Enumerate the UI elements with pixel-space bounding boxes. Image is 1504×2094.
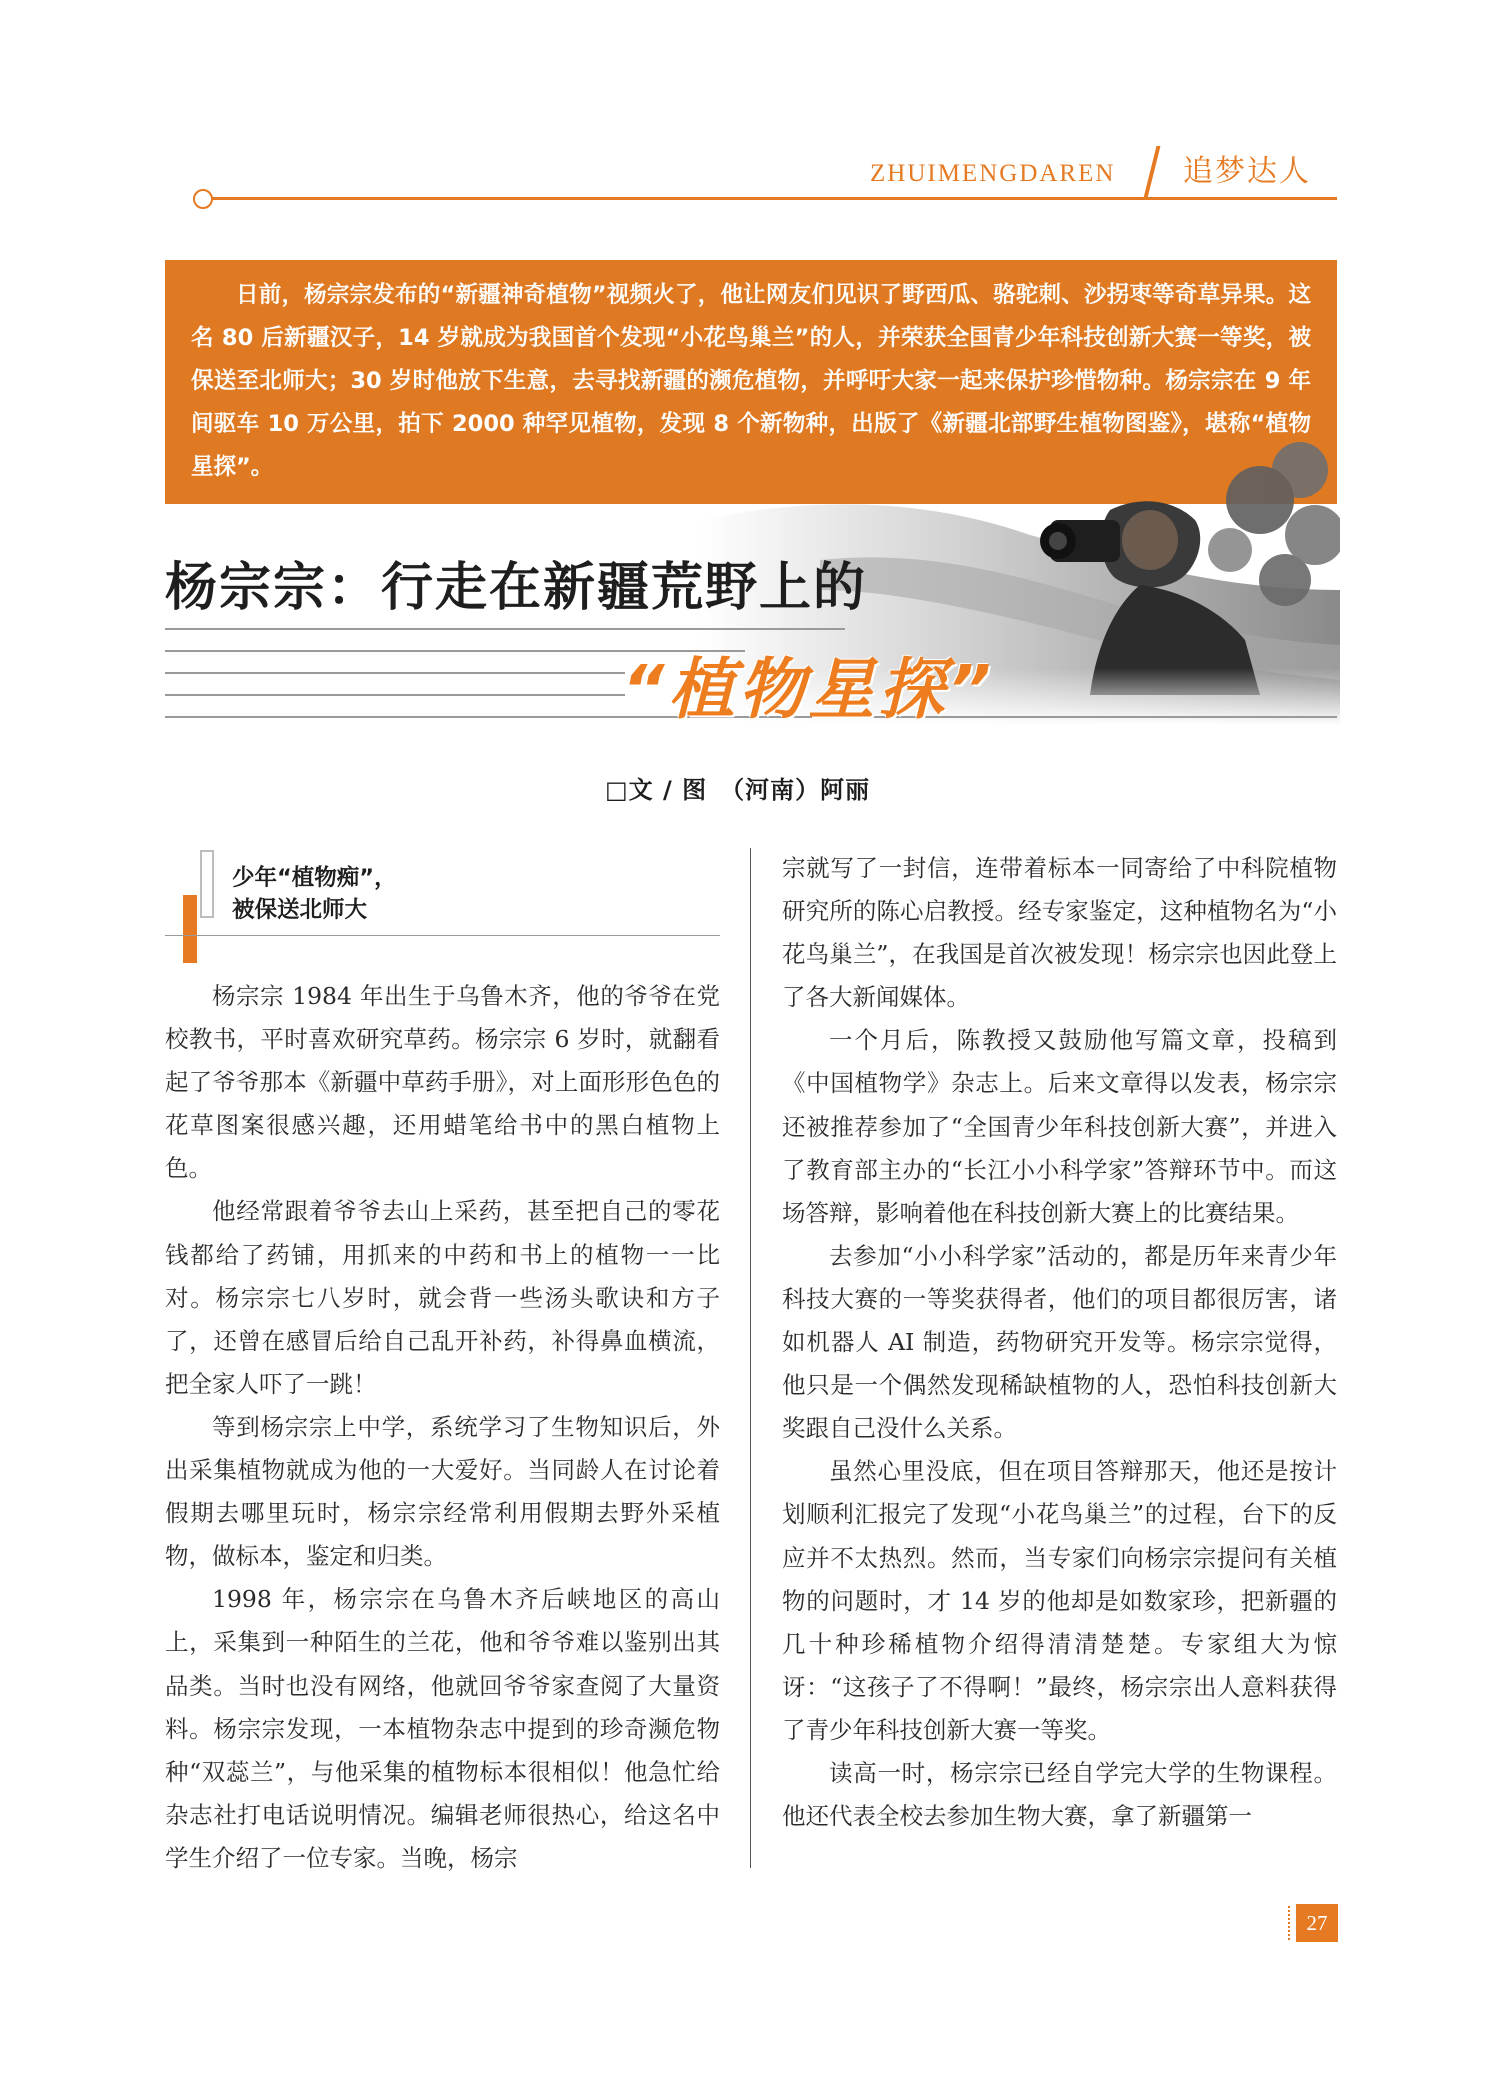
byline: □文 / 图 （河南）阿丽: [605, 776, 871, 804]
section-marker-bar: [183, 895, 197, 963]
paragraph: 虽然心里没底，但在项目答辩那天，他还是按计划顺利汇报完了发现“小花鸟巢兰”的过程，台下的反应并不太热烈。然而，当专家们向杨宗宗提问有关植物的问题时，才 14 岁的他却是如数家珍，把新疆的几十种珍稀植物介绍得清清楚楚。专家组大为惊讶：“这孩子了不得啊！”最终，杨宗宗出人意料获得了青少年科技创新大赛一等奖。: [782, 1457, 1337, 1744]
section-heading: [232, 862, 397, 926]
intro-box: 日前，杨宗宗发布的“新疆神奇植物”视频火了，他让网友们见识了野西瓜、骆驼刺、沙拐枣等奇草异果。这名 80 后新疆汉子，14 岁就成为我国首个发现“小花鸟巢兰”的人，并荣获全国青少年科技创新大赛一等奖，被保送至北师大；30 岁时他放下生意，去寻找新疆的濒危植物，并呼吁大家一起来保护珍惜物种。杨宗宗在 9 年间驱车 10 万公里，拍下 2000 种罕见植物，发现 8 个新物种，出版了《新疆北部野生植物图鉴》，堪称“植物星探”。: [165, 260, 1337, 504]
paragraph: 去参加“小小科学家”活动的，都是历年来青少年科技大赛的一等奖获得者，他们的项目都很厉害，诸如机器人 AI 制造，药物研究开发等。杨宗宗觉得，他只是一个偶然发现稀缺植物的人，恐怕科技创新大奖跟自己没什么关系。: [782, 1241, 1337, 1443]
section-marker-outline: [200, 850, 214, 918]
paragraph: 读高一时，杨宗宗已经自学完大学的生物课程。他还代表全校去参加生物大赛，拿了新疆第一: [782, 1758, 1337, 1831]
paragraph-continued: 宗就写了一封信，连带着标本一同寄给了中科院植物研究所的陈心启教授。经专家鉴定，这种植物名为“小花鸟巢兰”，在我国是首次被发现！杨宗宗也因此登上了各大新闻媒体。: [782, 854, 1337, 1012]
article-title: 杨宗宗：行走在新疆荒野上的: [165, 557, 868, 618]
page-number: 27: [1296, 1904, 1338, 1942]
paragraph: 1998 年，杨宗宗在乌鲁木齐后峡地区的高山上，采集到一种陌生的兰花，他和爷爷难以鉴别出其品类。当时也没有网络，他就回爷爷家查阅了大量资料。杨宗宗发现，一本植物杂志中提到的珍奇濒危物种“双蕊兰”，与他采集的植物标本很相似！他急忙给杂志社打电话说明情况。编辑老师很热心，给这名中学生介绍了一位专家。当晚，杨宗: [165, 1585, 720, 1872]
section-name-english: ZHUIMENGDAREN: [870, 160, 1116, 187]
title-rule: [165, 672, 625, 674]
article-subtitle: “植物星探”: [622, 651, 996, 728]
section-tab: [1144, 146, 1347, 198]
header-rule: [212, 197, 1337, 200]
paragraph: 等到杨宗宗上中学，系统学习了生物知识后，外出采集植物就成为他的一大爱好。当同龄人在讨论着假期去哪里玩时，杨宗宗经常利用假期去野外采植物，做标本，鉴定和归类。: [165, 1412, 720, 1571]
title-rule: [165, 694, 625, 696]
section-rule: [165, 935, 720, 936]
title-rule: [165, 628, 845, 630]
body-column-right: [782, 847, 1337, 1838]
paragraph: 他经常跟着爷爷去山上采药，甚至把自己的零花钱都给了药铺，用抓来的中药和书上的植物一一比对。杨宗宗七八岁时，就会背一些汤头歌诀和方子了，还曾在感冒后给自己乱开补药，补得鼻血横流，把全家人吓了一跳！: [165, 1197, 720, 1398]
section-heading-line1: 少年“植物痴”，: [232, 865, 397, 891]
section-name-chinese: 追梦达人: [1183, 154, 1311, 189]
section-heading-line2: 被保送北师大: [232, 897, 368, 923]
folio-dots: [1288, 1906, 1292, 1940]
paragraph: 一个月后，陈教授又鼓励他写篇文章，投稿到《中国植物学》杂志上。后来文章得以发表，杨宗宗还被推荐参加了“全国青少年科技创新大赛”，并进入了教育部主办的“长江小小科学家”答辩环节中。而这场答辩，影响着他在科技创新大赛上的比赛结果。: [782, 1026, 1337, 1227]
paragraph: 杨宗宗 1984 年出生于乌鲁木齐，他的爷爷在党校教书，平时喜欢研究草药。杨宗宗 6 岁时，就翻看起了爷爷那本《新疆中草药手册》，对上面形形色色的花草图案很感兴趣，还用蜡笔给书中的黑白植物上色。: [165, 982, 720, 1183]
body-column-left: [165, 975, 720, 1880]
header-rule-dot: [193, 189, 213, 209]
column-divider: [750, 848, 751, 1868]
